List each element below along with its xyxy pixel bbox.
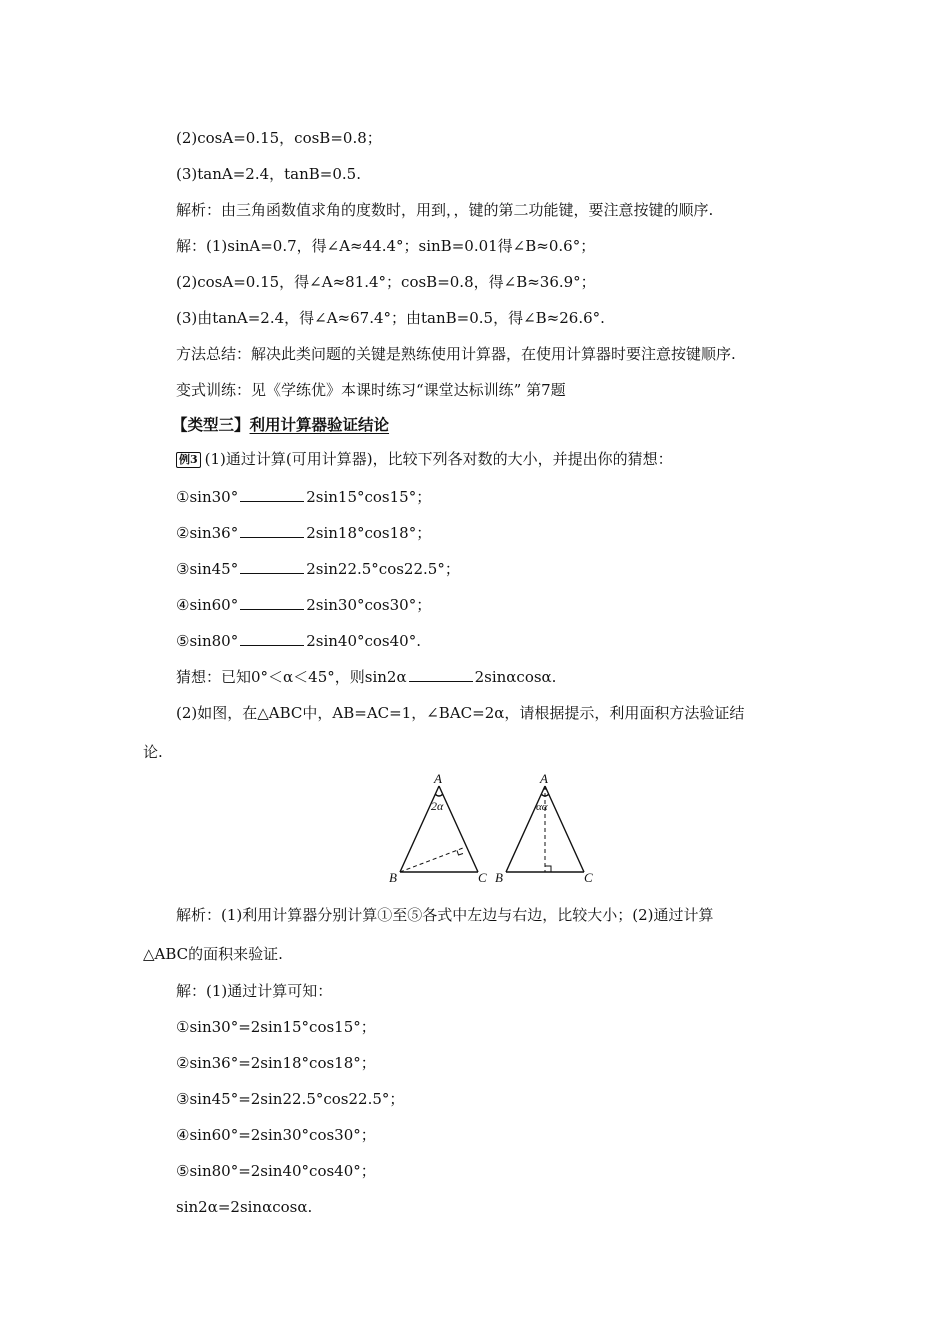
compare-item-3 [176, 559, 460, 579]
section-heading [172, 415, 389, 435]
solution-conclusion: sin2α=2sinαcosα. [176, 1198, 313, 1216]
vertex-label-b: B [389, 870, 397, 885]
guess-left: 猜想：已知0°＜α＜45°，则sin2α [176, 668, 407, 686]
line-3: 解析：由三角函数值求角的度数时，用到，，键的第二功能键，要注意按键的顺序. [176, 201, 714, 219]
compare-right: 2sin40°cos40°. [306, 632, 421, 650]
side-ac [439, 786, 478, 872]
line-6: (3)由tanA=2.4，得∠A≈67.4°；由tanB=0.5，得∠B≈26.6°. [176, 309, 605, 327]
part2-line-2: 论. [143, 743, 163, 761]
example-intro [176, 449, 673, 469]
solution-item-4: ④sin60°=2sin30°cos30°； [176, 1126, 376, 1144]
vertex-label-a: A [540, 772, 548, 786]
compare-item-5 [176, 631, 421, 651]
angle-arc [435, 794, 443, 796]
guess-right: 2sinαcosα. [474, 668, 557, 686]
line-7: 方法总结：解决此类问题的关键是熟练使用计算器，在使用计算器时要注意按键顺序. [176, 345, 736, 363]
analysis-line-2: △ABC的面积来验证. [143, 945, 283, 963]
right-angle-mark [457, 851, 463, 856]
side-ab [506, 786, 545, 872]
compare-item-2 [176, 523, 431, 543]
section-title: 利用计算器验证结论 [249, 415, 390, 434]
solution-item-5: ⑤sin80°=2sin40°cos40°； [176, 1162, 376, 1180]
compare-left: ③sin45° [176, 560, 239, 578]
compare-item-1 [176, 487, 431, 507]
analysis-line-1: 解析：(1)利用计算器分别计算①至⑤各式中左边与右边，比较大小；(2)通过计算 [176, 906, 714, 924]
guess-line [176, 667, 556, 687]
angle-label: 2α [431, 799, 444, 813]
example-intro-text: (1)通过计算(可用计算器)，比较下列各对数的大小，并提出你的猜想： [204, 450, 673, 468]
compare-right: 2sin30°cos30°； [306, 596, 432, 614]
example-badge: 例3 [176, 452, 201, 468]
solution-item-2: ②sin36°=2sin18°cos18°； [176, 1054, 376, 1072]
right-triangle [506, 786, 584, 872]
vertex-label-a: A [434, 772, 442, 786]
triangle-figure [385, 772, 605, 886]
line-4: 解：(1)sinA=0.7，得∠A≈44.4°；sinB=0.01得∠B≈0.6°； [176, 237, 596, 255]
compare-left: ①sin30° [176, 488, 239, 506]
answer-blank [240, 631, 304, 646]
vertex-label-c: C [584, 870, 593, 885]
side-ac [545, 786, 584, 872]
answer-blank [240, 559, 304, 574]
line-2: (3)tanA=2.4，tanB=0.5. [176, 165, 361, 183]
line-8: 变式训练：见《学练优》本课时练习“课堂达标训练” 第7题 [176, 381, 566, 399]
vertex-label-b: B [495, 870, 503, 885]
compare-item-4 [176, 595, 431, 615]
compare-right: 2sin15°cos15°； [306, 488, 432, 506]
solution-intro: 解：(1)通过计算可知： [176, 982, 333, 1000]
right-angle-mark [545, 866, 551, 872]
section-bracket: 【类型三】 [172, 415, 250, 434]
line-1: (2)cosA=0.15，cosB=0.8； [176, 129, 382, 147]
part2-line-1: (2)如图，在△ABC中，AB=AC=1，∠BAC=2α，请根据提示，利用面积方法验证结 [176, 704, 745, 722]
answer-blank [240, 595, 304, 610]
compare-left: ⑤sin80° [176, 632, 239, 650]
answer-blank [240, 487, 304, 502]
answer-blank [240, 523, 304, 538]
vertex-label-c: C [478, 870, 487, 885]
compare-left: ②sin36° [176, 524, 239, 542]
compare-right: 2sin18°cos18°； [306, 524, 432, 542]
solution-item-1: ①sin30°=2sin15°cos15°； [176, 1018, 376, 1036]
compare-left: ④sin60° [176, 596, 239, 614]
solution-item-3: ③sin45°=2sin22.5°cos22.5°； [176, 1090, 405, 1108]
answer-blank [409, 667, 473, 682]
line-5: (2)cosA=0.15，得∠A≈81.4°；cosB=0.8，得∠B≈36.9°； [176, 273, 596, 291]
angle-label: αα [536, 801, 548, 813]
compare-right: 2sin22.5°cos22.5°； [306, 560, 460, 578]
